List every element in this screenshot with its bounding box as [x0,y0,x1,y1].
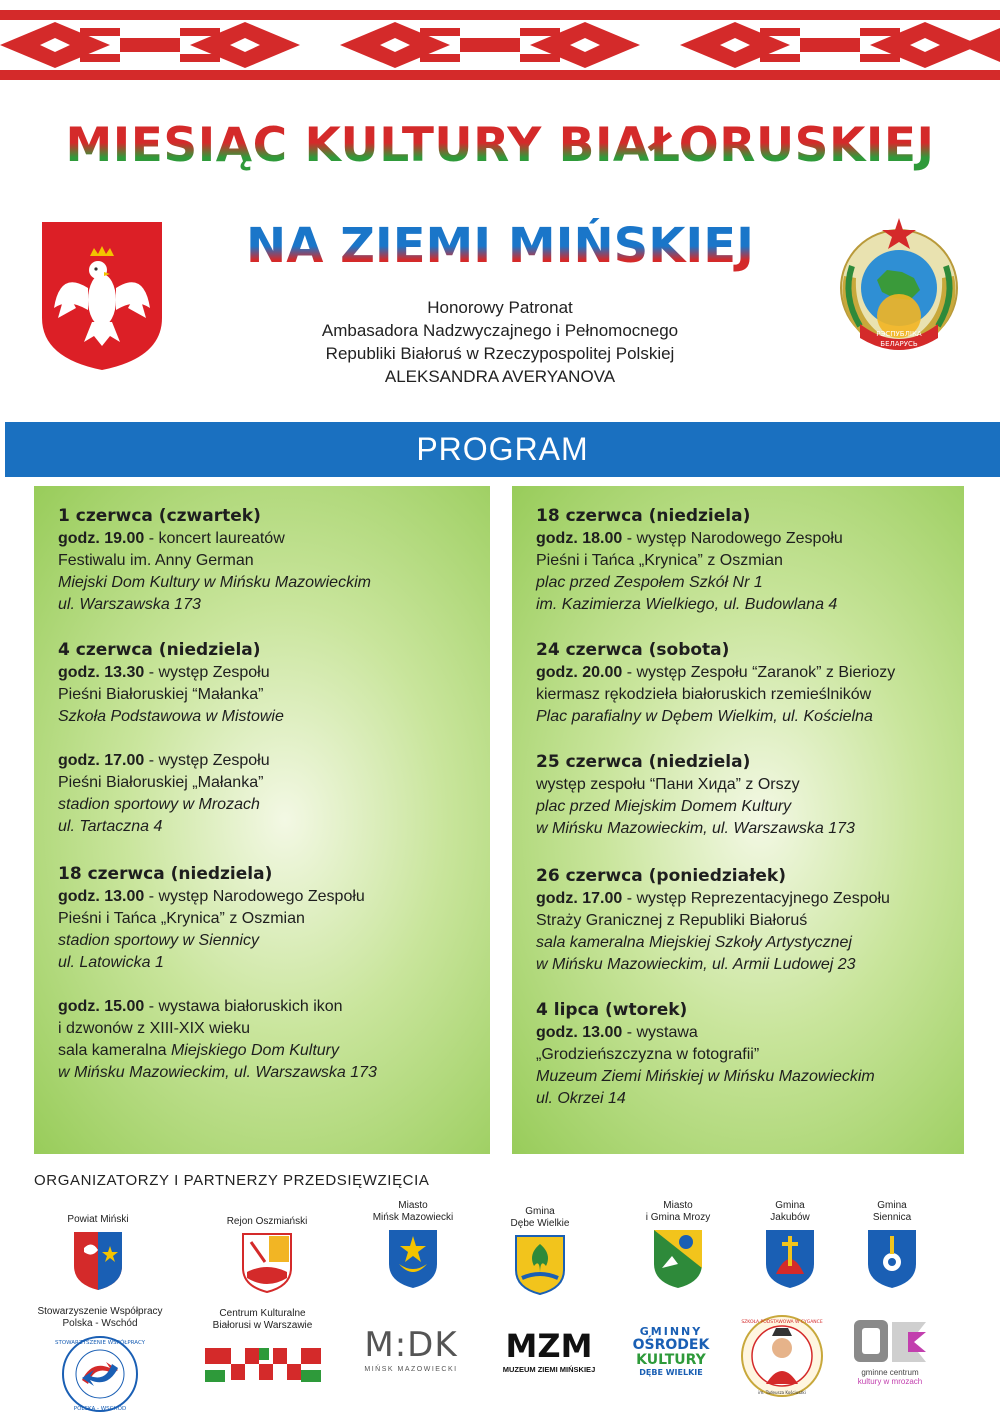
program-event [536,998,875,1110]
partner-label: Mińsk Mazowiecki [372,1212,454,1223]
event-time: godz. 13.00 [58,888,145,905]
program-panel-right [512,486,964,1154]
patronage-line: ALEKSANDRA AVERYANOVA [384,367,616,386]
partner-label: Rejon Oszmiański [226,1216,308,1227]
organizers-title: ORGANIZATORZY I PARTNERZY PRZEDSIĘWZIĘCIA [34,1172,430,1189]
partner-centrum-kulturalne [200,1308,325,1390]
partner-gck-mrozy [848,1316,932,1386]
gck-logo-text: gminne centrum [861,1368,919,1377]
partner-label: Siennica [872,1212,912,1223]
event-desc: - wystawa [622,1024,698,1041]
program-header: PROGRAM [5,422,1000,477]
muzeum-logo-subtext: MUZEUM ZIEMI MIŃSKIEJ [502,1365,596,1374]
event-address: w Mińsku Mazowieckim, ul. Warszawska 173 [536,820,855,837]
event-time: godz. 20.00 [536,664,623,681]
event-date: 18 czerwca (niedziela) [58,864,273,884]
gok-logo-line: KULTURY [636,1352,706,1368]
event-line: i dzwonów z XIII-XIX wieku [58,1020,251,1037]
event-desc: - wystawa białoruskich ikon [144,998,343,1015]
event-time: godz. 13.00 [536,1024,623,1041]
partner-mdk [356,1326,466,1376]
partner-gmina-jakubow [750,1200,830,1290]
event-date: 4 lipca (wtorek) [536,1000,688,1020]
partner-label: Powiat Miński [67,1214,129,1225]
event-desc: - występ Narodowego Zespołu [144,888,365,905]
event-line: Pieśni Białoruskiej „Małanka” [58,774,264,791]
event-address: im. Kazimierza Wielkiego, ul. Budowlana 4 [536,596,838,613]
event-address: w Mińsku Mazowieckim, ul. Armii Ludowej 23 [536,956,856,973]
program-event [58,996,377,1084]
mdk-logo-text: M:DK [364,1325,458,1365]
event-desc: - występ Zespołu [144,664,270,681]
event-line: Straży Granicznej z Republiki Białoruś [536,912,808,929]
event-date: 1 czerwca (czwartek) [58,506,261,526]
gck-logo-icon [852,1316,928,1368]
event-venue: stadion sportowy w Siennicy [58,932,259,949]
partner-label: Miasto [663,1200,693,1211]
event-desc: - koncert laureatów [144,530,285,547]
program-event [58,862,365,974]
centrum-kulturalne-logo-icon [205,1342,321,1390]
event-line: „Grodzieńszczyzna w fotografii” [536,1046,760,1063]
event-time: godz. 13.30 [58,664,145,681]
gck-logo-text: kultury w mrozach [857,1377,923,1386]
event-address: ul. Tartaczna 4 [58,818,163,835]
event-desc: - występ Zespołu “Zaranok” z Bieriozy [622,664,896,681]
event-date: 18 czerwca (niedziela) [536,506,751,526]
program-event [536,504,843,616]
page-title-line2: NA ZIEMI MIŃSKIEJ [0,218,1000,274]
patronage-line: Honorowy Patronat [427,298,573,317]
event-desc: - występ Narodowego Zespołu [622,530,843,547]
minsk-mazowiecki-crest-icon [387,1228,439,1290]
program-event [536,864,890,976]
partner-label: Gmina [877,1200,907,1211]
event-line: Pieśni i Tańca „Krynica” z Oszmian [58,910,305,927]
rejon-oszmianski-crest-icon [241,1232,293,1294]
stowarzyszenie-ring-text: STOWARZYSZENIE WSPÓŁPRACY [54,1340,146,1346]
belarus-ribbon-text-1: РЭСПУБЛІКА [876,330,922,338]
event-venue: Muzeum Ziemi Mińskiej w Mińsku Mazowieckim [536,1068,875,1085]
program-event [58,638,284,728]
event-venue: stadion sportowy w Mrozach [58,796,260,813]
program-event [58,750,270,838]
partner-gmina-siennica [852,1200,932,1290]
gok-logo-line: DĘBE WIELKIE [639,1368,703,1377]
stowarzyszenie-ring-text: POLSKA - WSCHÓD [73,1406,127,1412]
event-line: Pieśni i Tańca „Krynica” z Oszmian [536,552,783,569]
event-date: 25 czerwca (niedziela) [536,752,751,772]
partner-miasto-gmina-mrozy [628,1200,728,1290]
program-panel-left [34,486,490,1154]
event-desc: - występ Reprezentacyjnego Zespołu [622,890,890,907]
partner-label: Stowarzyszenie Współpracy [37,1306,163,1317]
partner-label: Jakubów [770,1212,810,1223]
event-line: kiermasz rękodzieła białoruskich rzemieślników [536,686,872,703]
patronage-line: Ambasadora Nadzwyczajnego i Pełnomocnego [321,321,679,340]
siennica-crest-icon [866,1228,918,1290]
partner-rejon-oszmianski [212,1216,322,1294]
event-date: 4 czerwca (niedziela) [58,640,261,660]
partner-muzeum-ziemi-minskiej [490,1328,608,1376]
partner-label: Gmina [775,1200,805,1211]
szkola-logo-text: SZKOŁA PODSTAWOWA W CYGANCE [741,1320,823,1325]
event-venue: sala kameralna Miejskiej Szkoły Artystycznej [536,934,852,951]
szkola-cyganka-logo-icon [740,1314,824,1398]
program-event [536,750,855,840]
partner-label: Polska - Wschód [62,1318,138,1329]
event-venue: Szkoła Podstawowa w Mistowie [58,708,284,725]
event-venue: Miejski Dom Kultury w Mińsku Mazowieckim [58,574,371,591]
partner-label: Gmina [525,1206,555,1217]
event-time: godz. 17.00 [58,752,145,769]
patronage-line: Republiki Białoruś w Rzeczypospolitej Polskiej [325,344,675,363]
stowarzyszenie-logo-icon [54,1334,146,1414]
partner-stowarzyszenie [30,1306,170,1414]
event-venue: plac przed Zespołem Szkół Nr 1 [536,574,763,591]
partner-powiat-minski [48,1214,148,1292]
partner-miasto-minsk-mazowiecki [358,1200,468,1290]
patronage-block [200,296,800,388]
mdk-logo-subtext: MIŃSK MAZOWIECKI [364,1366,458,1373]
event-address: ul. Warszawska 173 [58,596,201,613]
event-date: 24 czerwca (sobota) [536,640,730,660]
belarus-ribbon-text-2: БЕЛАРУСЬ [880,340,918,348]
event-venue: Plac parafialny w Dębem Wielkim, ul. Kościelna [536,708,873,725]
muzeum-logo-text: MZM [505,1327,593,1365]
event-venue: plac przed Miejskim Domem Kultury [536,798,792,815]
mrozy-crest-icon [652,1228,704,1290]
partner-label: Białorusi w Warszawie [212,1320,313,1331]
powiat-minski-crest-icon [72,1230,124,1292]
debe-wielkie-crest-icon [514,1234,566,1296]
event-time: godz. 18.00 [536,530,623,547]
event-venue: Miejskiego Dom Kultury [170,1042,340,1059]
partner-label: Miasto [398,1200,428,1211]
event-line: sala kameralna [58,1042,171,1059]
szkola-logo-subtext: im. Tadeusza Kościuszki [758,1390,806,1395]
program-event [58,504,371,616]
event-desc: - występ Zespołu [144,752,270,769]
gok-logo-line: GMINNY [639,1325,703,1338]
jakubow-crest-icon [764,1228,816,1290]
event-line: występ zespołu “Пани Хида” z Orszy [536,776,800,793]
page-title-line1: MIESIĄC KULTURY BIAŁORUSKIEJ [0,118,1000,173]
partner-gok-debe-wielkie [626,1326,716,1378]
event-address: ul. Okrzei 14 [536,1090,626,1107]
belarus-ornament-band [0,0,1000,90]
polish-eagle-emblem-icon [38,218,166,374]
program-event [536,638,895,728]
event-address: w Mińsku Mazowieckim, ul. Warszawska 173 [58,1064,377,1081]
event-line: Festiwalu im. Anny German [58,552,254,569]
event-time: godz. 19.00 [58,530,145,547]
belarus-emblem-icon [822,206,977,361]
partner-label: i Gmina Mrozy [645,1212,711,1223]
event-address: ul. Latowicka 1 [58,954,164,971]
event-date: 26 czerwca (poniedziałek) [536,866,786,886]
gok-logo-line: OŚRODEK [632,1337,710,1353]
event-time: godz. 17.00 [536,890,623,907]
event-line: Pieśni Białoruskiej “Małanka” [58,686,264,703]
partner-label: Centrum Kulturalne [219,1308,306,1319]
event-time: godz. 15.00 [58,998,145,1015]
partner-label: Dębe Wielkie [510,1218,570,1229]
partner-gmina-debe-wielkie [500,1206,580,1296]
